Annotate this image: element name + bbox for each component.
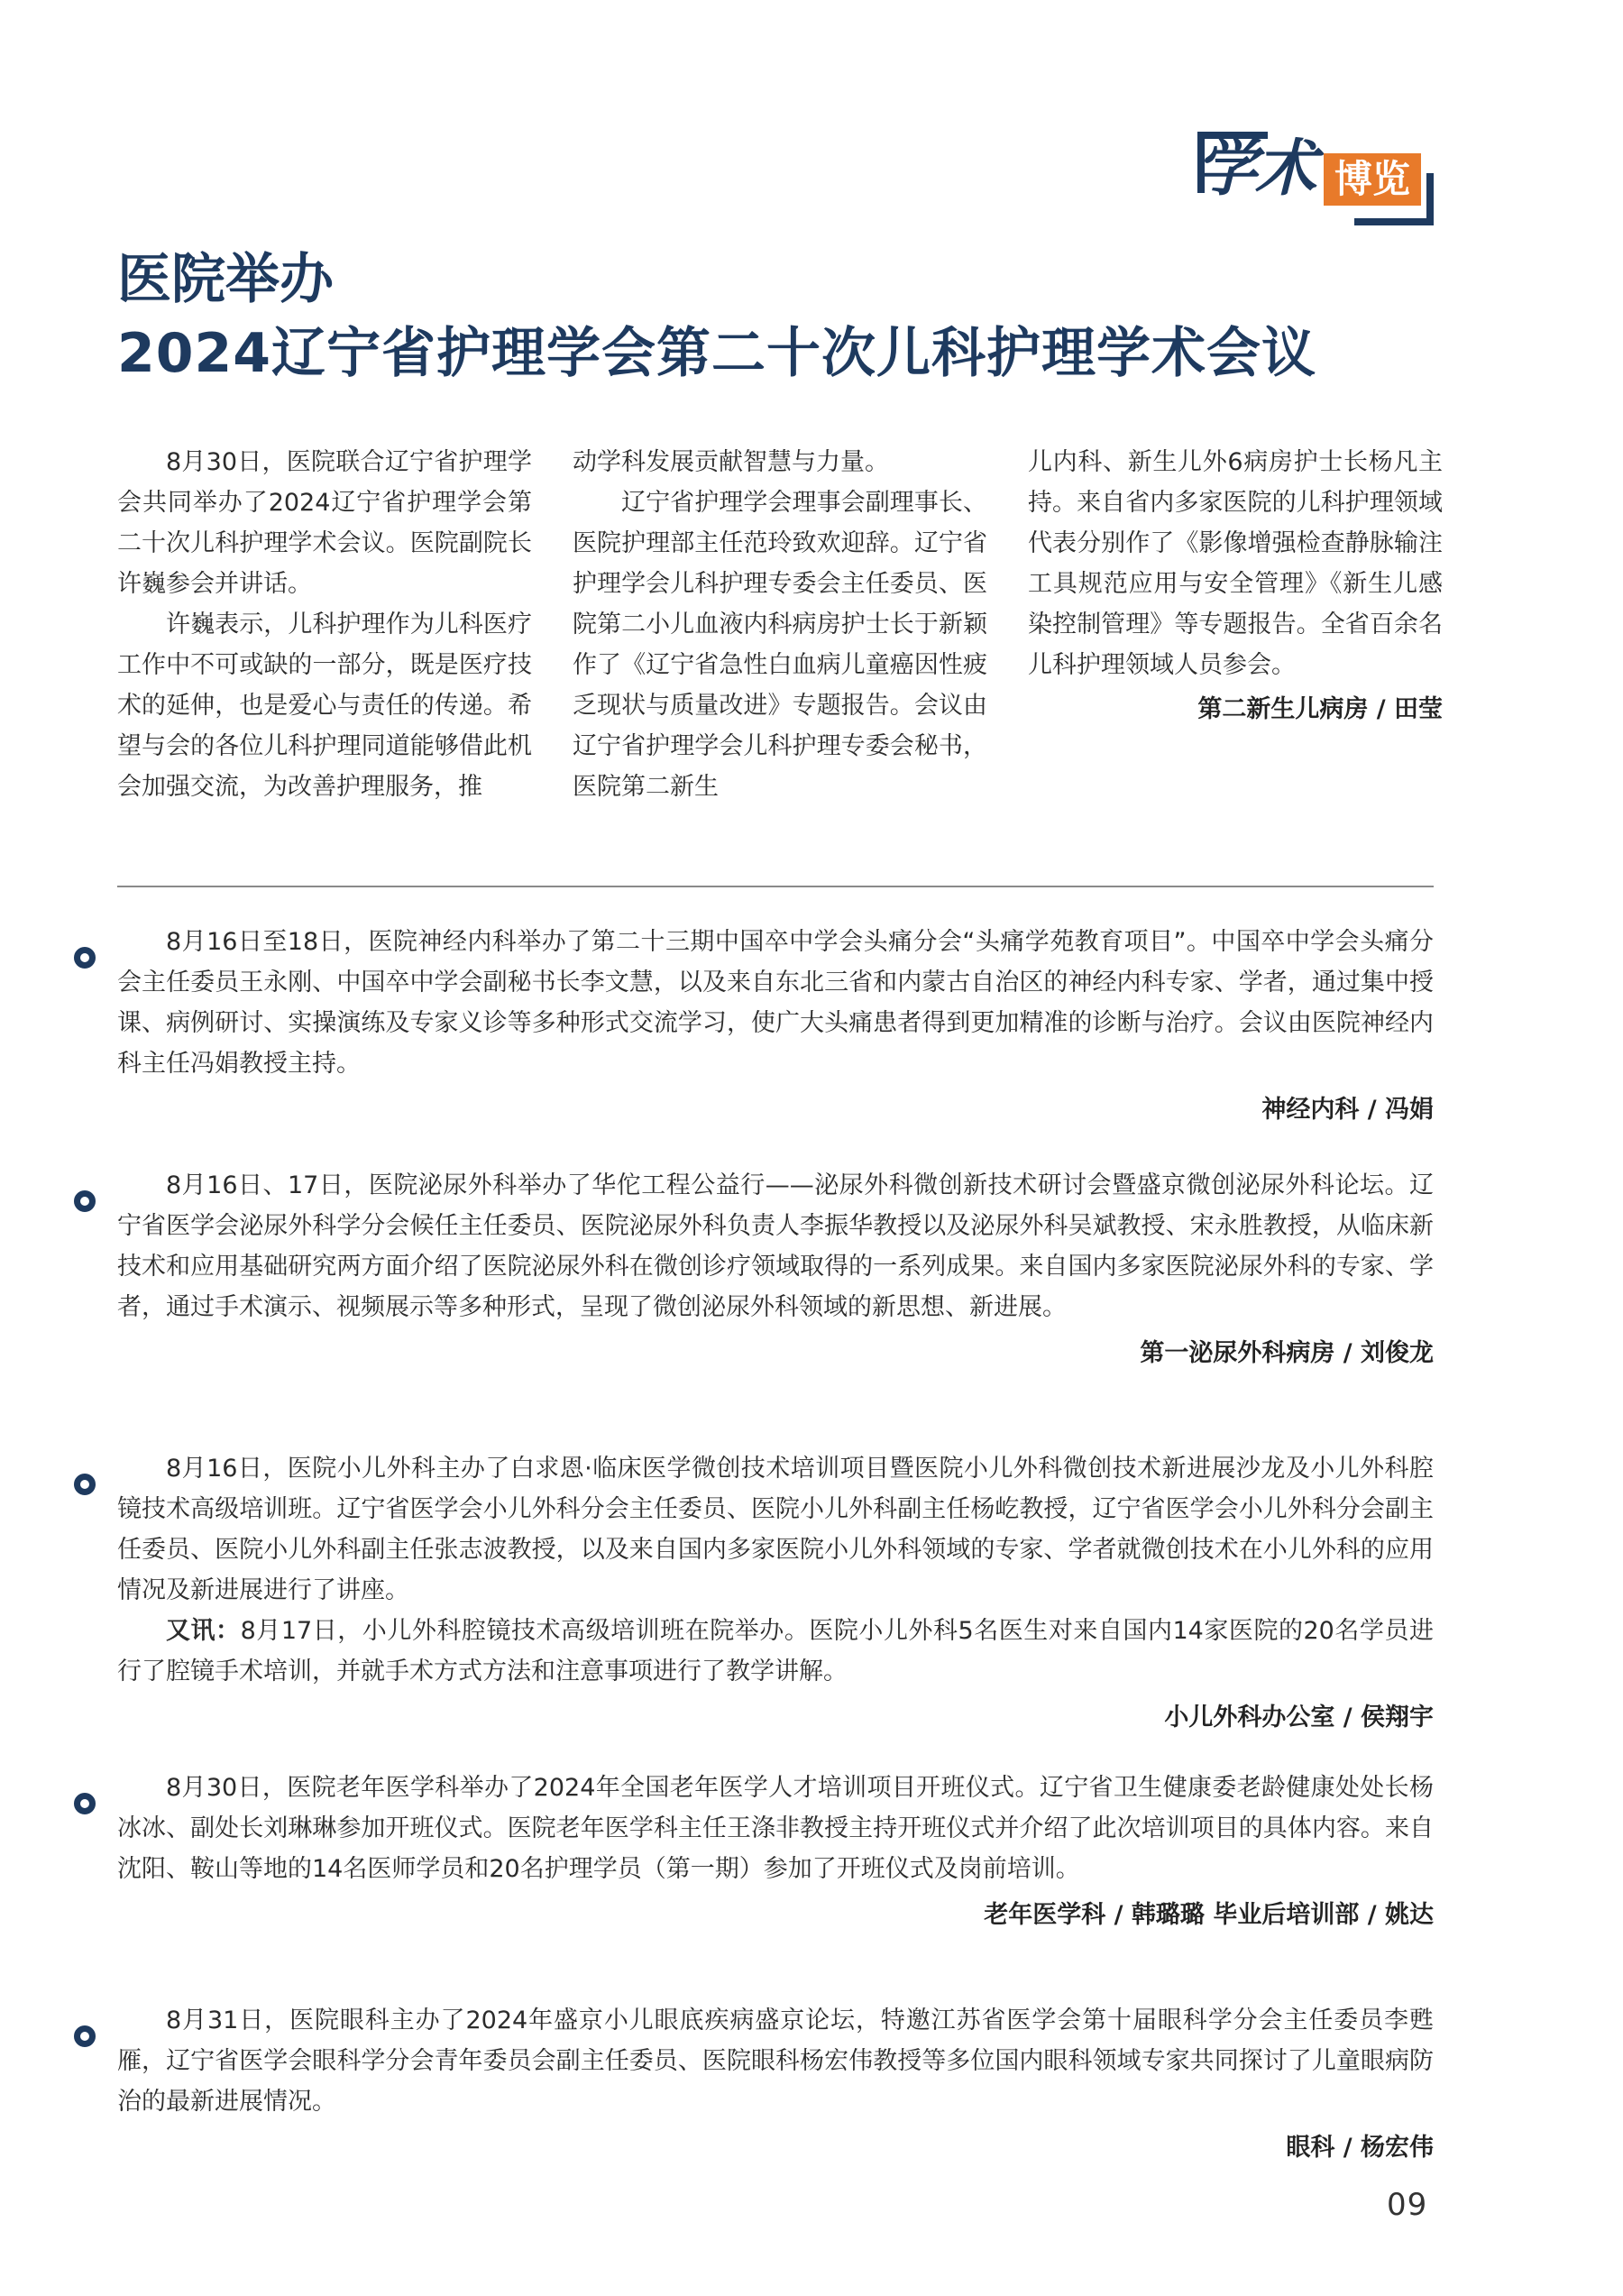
- news-item-byline: 第一泌尿外科病房 / 刘俊龙: [1140, 1339, 1434, 1367]
- paragraph: 动学科发展贡献智慧与力量。: [573, 448, 889, 476]
- ring-bullet-icon: [74, 2025, 96, 2047]
- news-item-byline: 眼科 / 杨宏伟: [1286, 2134, 1434, 2162]
- news-item: [117, 2000, 1434, 2168]
- paragraph: 许巍表示，儿科护理作为儿科医疗工作中不可或缺的一部分，既是医疗技术的延伸，也是爱心与责任的传递。希望与会的各位儿科护理同道能够借此机会加强交流，为改善护理服务，推: [117, 611, 532, 801]
- page-number: 09: [1387, 2187, 1428, 2223]
- section-divider: [117, 886, 1434, 887]
- news-item-text: 8月16日，医院小儿外科主办了白求恩·临床医学微创技术培训项目暨医院小儿外科微创技术新进展沙龙及小儿外科腔镜技术高级培训班。辽宁省医学会小儿外科分会主任委员、医院小儿外科副主任杨屹教授，辽宁省医学会小儿外科分会副主任委员、医院小儿外科副主任张志波教授，以及来自国内多家医院小儿外科领域的专家、学者就微创技术在小儿外科的应用情况及新进展进行了讲座。: [117, 1455, 1434, 1604]
- badge-label-main: 学术: [1196, 133, 1316, 205]
- news-item-text: 8月16日至18日，医院神经内科举办了第二十三期中国卒中学会头痛分会“头痛学苑教育项目”。中国卒中学会头痛分会主任委员王永刚、中国卒中学会副秘书长李文慧，以及来自东北三省和内蒙古自治区的神经内科专家、学者，通过集中授课、病例研讨、实操演练及专家义诊等多种形式交流学习，使广大头痛患者得到更加精准的诊断与治疗。会议由医院神经内科主任冯娟教授主持。: [117, 928, 1434, 1078]
- lead-article-byline: 第二新生儿病房 / 田莹: [1197, 695, 1443, 723]
- ring-bullet-icon: [74, 1793, 96, 1814]
- news-item-byline: 小儿外科办公室 / 侯翔宇: [1164, 1704, 1434, 1731]
- news-item-extra: [117, 1611, 1434, 1692]
- article-title-line1: 医院举办: [117, 248, 334, 311]
- news-item-text: 8月30日，医院老年医学科举办了2024年全国老年医学人才培训项目开班仪式。辽宁省卫生健康委老龄健康处处长杨冰冰、副处长刘琳琳参加开班仪式。医院老年医学科主任王涤非教授主持开班仪式并介绍了此次培训项目的具体内容。来自沈阳、鞍山等地的14名医师学员和20名护理学员（第一期）参加了开班仪式及岗前培训。: [117, 1774, 1434, 1883]
- paragraph: 儿内科、新生儿外6病房护士长杨凡主持。来自省内多家医院的儿科护理领域代表分别作了《影像增强检查静脉输注工具规范应用与安全管理》《新生儿感染控制管理》等专题报告。全省百余名儿科护理领域人员参会。: [1028, 448, 1443, 679]
- news-item-byline: 神经内科 / 冯娟: [1261, 1096, 1434, 1124]
- lead-article-column-3: [1028, 442, 1443, 730]
- lead-article-column-1: [117, 442, 532, 807]
- news-item: [117, 922, 1434, 1130]
- article-title-line2: 2024辽宁省护理学会第二十次儿科护理学术会议: [117, 322, 1316, 385]
- ring-bullet-icon: [74, 1190, 96, 1212]
- paragraph: 8月30日，医院联合辽宁省护理学会共同举办了2024辽宁省护理学会第二十次儿科护理学术会议。医院副院长许巍参会并讲话。: [117, 448, 532, 598]
- news-item-byline: 老年医学科 / 韩璐璐 毕业后培训部 / 姚达: [984, 1901, 1434, 1929]
- paragraph: 辽宁省护理学会理事会副理事长、医院护理部主任范玲致欢迎辞。辽宁省护理学会儿科护理专委会主任委员、医院第二小儿血液内科病房护士长于新颖作了《辽宁省急性白血病儿童癌因性疲乏现状与质量改进》专题报告。会议由辽宁省护理学会儿科护理专委会秘书，医院第二新生: [573, 489, 987, 801]
- news-item: [117, 1448, 1434, 1738]
- news-item-extra-label: 又讯：: [166, 1617, 241, 1645]
- news-item-text: 8月16日、17日，医院泌尿外科举办了华佗工程公益行——泌尿外科微创新技术研讨会暨盛京微创泌尿外科论坛。辽宁省医学会泌尿外科学分会候任主任委员、医院泌尿外科负责人李振华教授以及泌尿外科吴斌教授、宋永胜教授，从临床新技术和应用基础研究两方面介绍了医院泌尿外科在微创诊疗领域取得的一系列成果。来自国内多家医院泌尿外科的专家、学者，通过手术演示、视频展示等多种形式，呈现了微创泌尿外科领域的新思想、新进展。: [117, 1171, 1434, 1321]
- lead-article-column-2: [573, 442, 987, 807]
- news-item-text: 8月31日，医院眼科主办了2024年盛京小儿眼底疾病盛京论坛，特邀江苏省医学会第十届眼科学分会主任委员李甦雁，辽宁省医学会眼科学分会青年委员会副主任委员、医院眼科杨宏伟教授等多位国内眼科领域专家共同探讨了儿童眼病防治的最新进展情况。: [117, 2007, 1434, 2116]
- section-badge: [1192, 126, 1435, 225]
- news-item-extra-text: 8月17日，小儿外科腔镜技术高级培训班在院举办。医院小儿外科5名医生对来自国内14家医院的20名学员进行了腔镜手术培训，并就手术方式方法和注意事项进行了教学讲解。: [117, 1617, 1434, 1685]
- news-item: [117, 1165, 1434, 1373]
- ring-bullet-icon: [74, 947, 96, 969]
- ring-bullet-icon: [74, 1474, 96, 1495]
- badge-label-highlight: 博览: [1324, 153, 1421, 206]
- news-item: [117, 1768, 1434, 1935]
